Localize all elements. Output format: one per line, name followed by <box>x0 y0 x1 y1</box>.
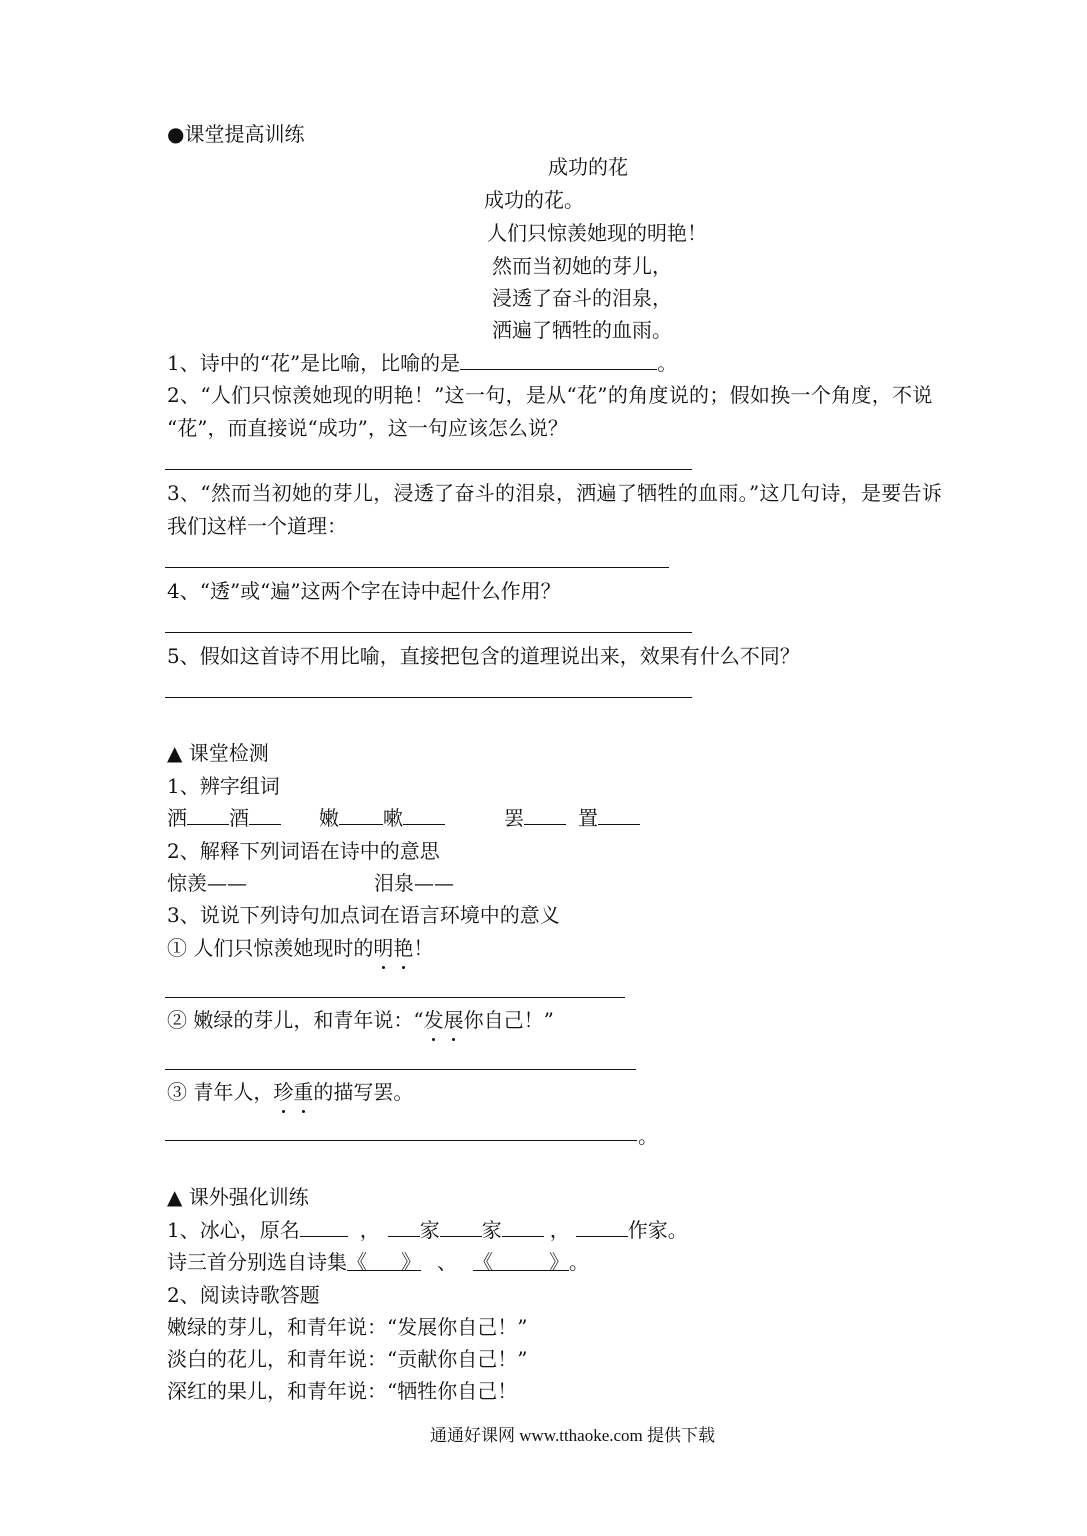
answer-blank[interactable] <box>440 1218 482 1237</box>
word-group-row <box>319 806 445 830</box>
dotted-word <box>373 936 413 960</box>
emphasis-dot-char: 发 <box>423 1008 444 1032</box>
word-explain: 泪泉—— <box>374 871 454 895</box>
sentence-1 <box>167 936 433 960</box>
answer-blank[interactable] <box>598 806 640 825</box>
answer-blank[interactable] <box>524 806 566 825</box>
page-footer: 通通好课网 www.tthaoke.com 提供下载 <box>430 1426 716 1445</box>
answer-blank[interactable] <box>300 1218 348 1237</box>
emphasis-dot-char: 珍 <box>273 1080 294 1104</box>
poem-line: 浸透了奋斗的泪泉， <box>492 286 672 310</box>
question-text: ， <box>359 1218 380 1242</box>
question-1 <box>167 351 677 375</box>
book-title-blank[interactable] <box>473 1250 569 1274</box>
poetry-collections-line <box>167 1250 589 1274</box>
punctuation: 。 <box>569 1250 589 1274</box>
word-group-row <box>167 806 281 830</box>
answer-blank[interactable] <box>339 806 383 825</box>
sentence-text: ③ 青年人， <box>167 1080 274 1104</box>
word-explain: 惊羡—— <box>167 871 247 895</box>
dotted-word <box>424 1008 464 1032</box>
answer-blank[interactable] <box>403 806 445 825</box>
reading-poem-line: 嫩绿的芽儿，和青年说：“发展你自己！” <box>167 1315 528 1339</box>
question-4: 4、“透”或“遍”这两个字在诗中起什么作用？ <box>167 579 561 603</box>
char: 酒 <box>229 806 249 830</box>
reading-poem-line: 深红的果儿，和青年说：“牺牲你自己！ <box>167 1379 518 1403</box>
poem-line: 人们只惊羡她现的明艳！ <box>487 221 707 245</box>
question-2-title: 2、解释下列词语在诗中的意思 <box>167 839 440 863</box>
answer-blank[interactable] <box>576 1218 628 1237</box>
question-2-title: 2、阅读诗歌答题 <box>167 1283 320 1307</box>
sentence-3 <box>167 1080 413 1104</box>
question-3-title: 3、说说下列诗句加点词在语言环境中的意义 <box>167 903 560 927</box>
char: 嗽 <box>383 806 403 830</box>
question-text: 1、诗中的“花”是比喻，比喻的是 <box>167 351 461 375</box>
question-text: 诗三首分别选自诗集 <box>167 1250 347 1274</box>
book-bracket: 》 <box>549 1250 569 1274</box>
poem-line: 洒遍了牺牲的血雨。 <box>492 318 672 342</box>
sentence-2 <box>167 1008 554 1032</box>
answer-line[interactable] <box>165 1140 637 1141</box>
answer-blank[interactable] <box>502 1218 544 1237</box>
char: 置 <box>578 806 598 830</box>
answer-blank[interactable] <box>249 806 281 825</box>
sentence-text: 的描写罢。 <box>313 1080 414 1104</box>
section-heading-extra: ▲ 课外强化训练 <box>167 1185 309 1209</box>
sentence-text: ！ <box>413 936 434 960</box>
answer-line[interactable] <box>165 997 625 998</box>
question-text: ， <box>549 1218 570 1242</box>
poem-title: 成功的花 <box>548 155 628 179</box>
sentence-text: ② 嫩绿的芽儿，和青年说：“ <box>167 1008 424 1032</box>
answer-blank[interactable] <box>187 806 229 825</box>
char: 嫩 <box>319 806 339 830</box>
char: 罢 <box>504 806 524 830</box>
answer-line[interactable] <box>165 632 692 633</box>
word-group-row <box>504 806 640 830</box>
book-title-blank[interactable] <box>347 1250 421 1274</box>
sentence-text: ① 人们只惊羡她现时的 <box>167 936 374 960</box>
sentence-text: 你自己！” <box>463 1008 554 1032</box>
char: 洒 <box>167 806 187 830</box>
answer-line[interactable] <box>165 697 692 698</box>
separator: 、 <box>437 1250 457 1274</box>
question-3-line-1: 3、“然而当初她的芽儿，浸透了奋斗的泪泉，洒遍了牺牲的血雨。”这几句诗，是要告诉 <box>167 481 943 505</box>
question-text: 家 <box>481 1218 502 1242</box>
answer-line[interactable] <box>165 1069 636 1070</box>
emphasis-dot-char: 展 <box>443 1008 464 1032</box>
question-text: 1、冰心，原名 <box>167 1218 300 1242</box>
answer-blank[interactable] <box>460 351 657 370</box>
question-1-title: 1、辨字组词 <box>167 774 280 798</box>
punctuation: 。 <box>657 351 678 375</box>
question-text: 家 <box>419 1218 440 1242</box>
section-heading-test: ▲ 课堂检测 <box>167 741 269 765</box>
emphasis-dot-char: 明 <box>373 936 394 960</box>
emphasis-dot-char: 艳 <box>393 936 414 960</box>
question-1 <box>167 1218 688 1242</box>
question-2-line-2: “花”，而直接说“成功”，这一句应该怎么说？ <box>167 416 568 440</box>
question-text: 作家。 <box>627 1218 688 1242</box>
poem-line: 然而当初她的芽儿， <box>492 254 672 278</box>
answer-blank[interactable] <box>388 1218 420 1237</box>
reading-poem-line: 淡白的花儿，和青年说：“贡献你自己！” <box>167 1347 528 1371</box>
book-bracket: 》 <box>401 1250 421 1274</box>
book-bracket: 《 <box>347 1250 367 1274</box>
dotted-word <box>273 1080 313 1104</box>
question-3-line-2: 我们这样一个道理： <box>167 514 347 538</box>
poem-line: 成功的花。 <box>484 188 584 212</box>
book-bracket: 《 <box>473 1250 493 1274</box>
section-heading-training: ●课堂提高训练 <box>167 122 305 146</box>
answer-line[interactable] <box>165 567 669 568</box>
emphasis-dot-char: 重 <box>293 1080 314 1104</box>
punctuation: 。 <box>638 1124 658 1148</box>
answer-line[interactable] <box>165 469 692 470</box>
question-5: 5、假如这首诗不用比喻，直接把包含的道理说出来，效果有什么不同？ <box>167 644 800 668</box>
question-2-line-1: 2、“人们只惊羡她现的明艳！”这一句，是从“花”的角度说的；假如换一个角度，不说 <box>167 383 933 407</box>
